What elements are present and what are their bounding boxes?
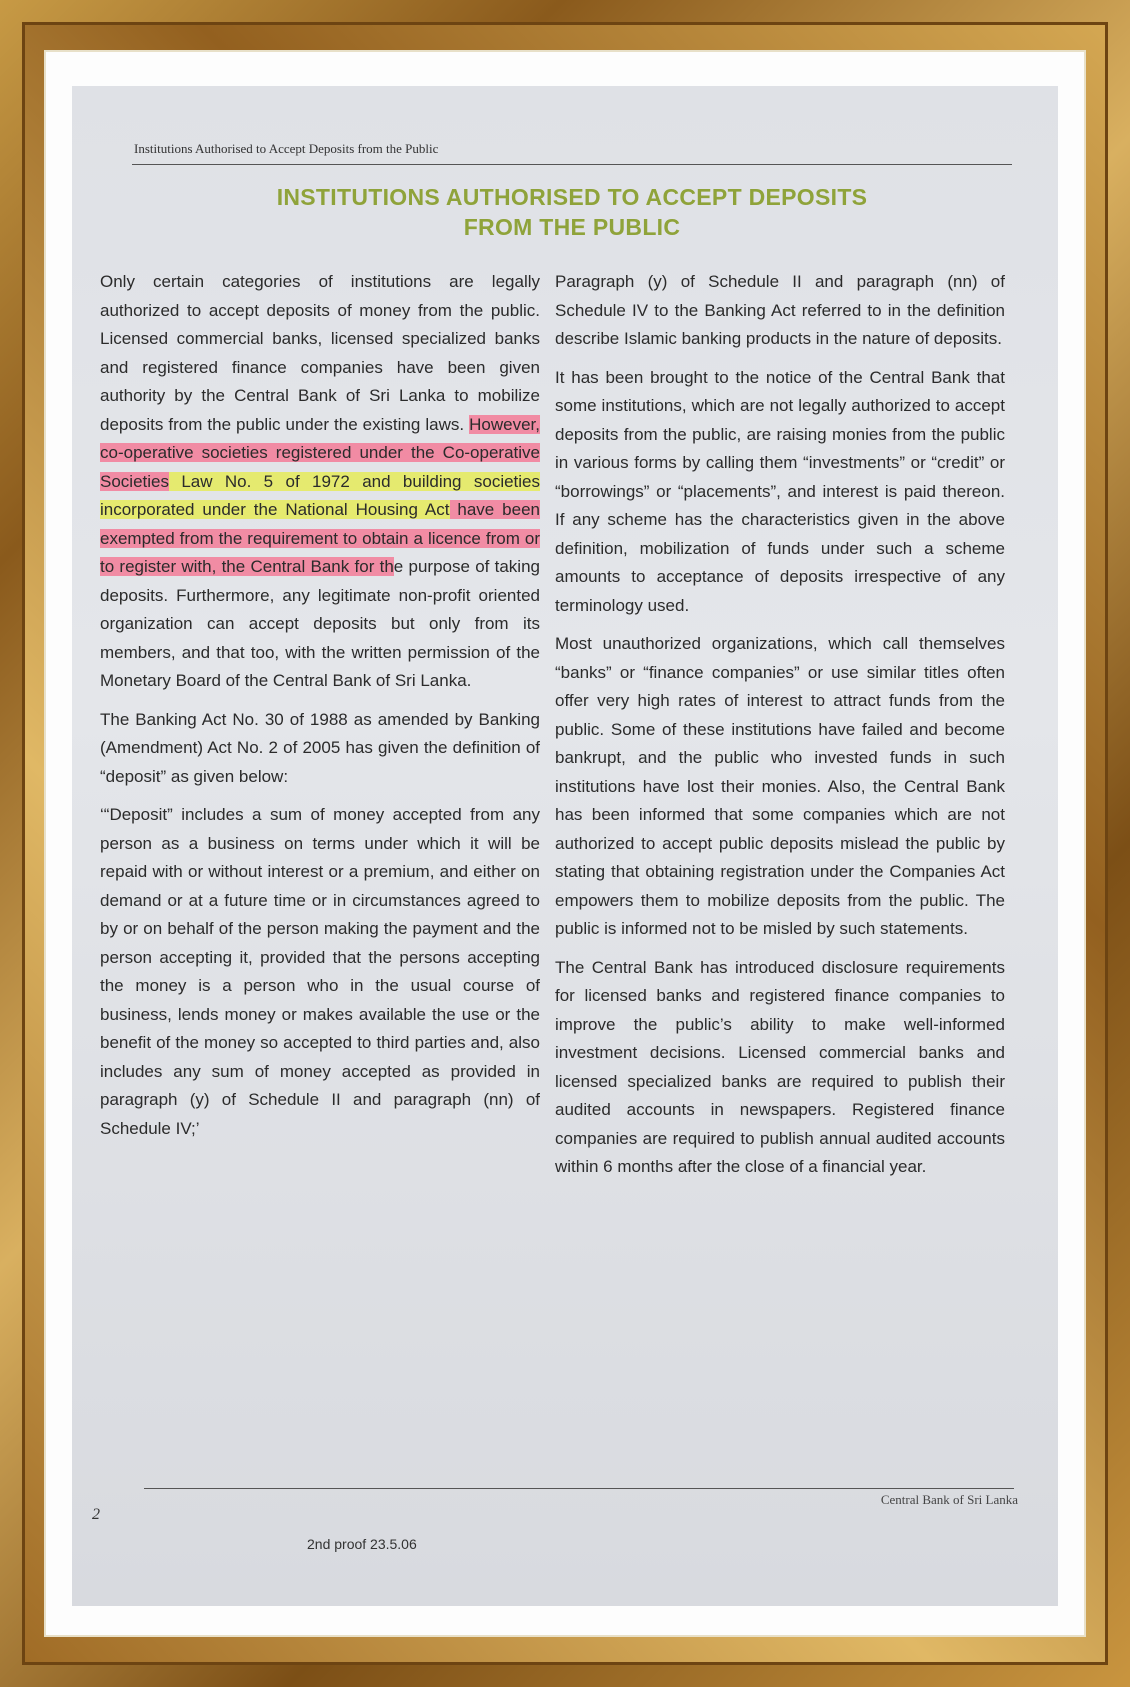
title-line-1: INSTITUTIONS AUTHORISED TO ACCEPT DEPOSITS [276,184,868,210]
paragraph-unauthorized-raising: It has been brought to the notice of the Central Bank that some institutions, which are not legally authorized to accept deposits from the public, are raising monies from the public in various forms by calling them “investments” or “credit” or “borrowings” or “placements”, and interest is paid thereon. If any scheme has the characteristics given in the above definition, mobilization of funds under such a scheme amounts to acceptance of deposits irrespective of any terminology used. [555,367,1005,615]
paragraph-intro [100,268,540,696]
page-number: 2 [92,1506,100,1523]
left-column [100,268,540,1153]
page-title [132,182,1012,242]
highlight-yellow: Law No. 5 of 1972 and building societies incorporated under the National Housing Act [100,471,540,519]
header-rule [132,164,1012,165]
paragraph-unauthorized-organizations: Most unauthorized organizations, which call themselves “banks” or “finance companies” or use similar titles often offer very high rates of interest to attract funds from the public. Some of these institutions have failed and become bankrupt, and the public who invested funds in such institutions have lost their monies. Also, the Central Bank has been informed that some companies which are not authorized to accept public deposits mislead the public by stating that obtaining registration under the Companies Act empowers them to mobilize deposits from the public. The public is informed not to be misled by such statements. [555,634,1005,938]
footer-rule [144,1488,1014,1489]
paragraph-islamic-banking: Paragraph (y) of Schedule II and paragraph (nn) of Schedule IV to the Banking Act referred to in the definition describe Islamic banking products in the nature of deposits. [555,272,1005,348]
running-head: Institutions Authorised to Accept Deposits from the Public [134,141,439,156]
footer-publisher: Central Bank of Sri Lanka [880,1492,1018,1507]
right-column [555,268,1005,1192]
highlight-pink: have been exempted from the requirement to obtain a licence from or to register with, the Central Bank for th [100,500,540,576]
document-page [72,86,1058,1606]
text: Only certain categories of institutions are legally authorized to accept deposits of money from the public. Licensed commercial banks, licensed specialized banks and registered finance companies have been given authority by the Central Bank of Sri Lanka to mobilize deposits from the public under the existing laws. [100,272,540,434]
title-line-2: FROM THE PUBLIC [463,214,681,240]
proof-note: 2nd proof 23.5.06 [307,1536,417,1552]
highlight-pink: However, co-operative societies registered under the Co-operative Societies [100,414,540,491]
paragraph-deposit-definition: ‘“Deposit” includes a sum of money accepted from any person as a business on terms under which it will be repaid with or without interest or a premium, and either on demand or at a future time or in circumstances agreed to by or on behalf of the person making the payment and the person accepting it, provided that the persons accepting the money is a person who in the usual course of business, lends money or makes available the use or the benefit of the money so accepted to third parties and, also includes any sum of money accepted as provided in paragraph (y) of Schedule II and paragraph (nn) of Schedule IV;’ [100,805,540,1138]
paragraph-disclosure: The Central Bank has introduced disclosure requirements for licensed banks and registered finance companies to improve the public’s ability to make well-informed investment decisions. Licensed commercial banks and licensed specialized banks are required to publish their audited accounts in newspapers. Registered finance companies are required to publish annual audited accounts within 6 months after the close of a financial year. [555,957,1005,1176]
text: e purpose of taking deposits. Furthermore, any legitimate non-profit oriented organization can accept deposits but only from its members, and that too, with the written permission of the Monetary Board of the Central Bank of Sri Lanka. [100,557,540,690]
paragraph-banking-act: The Banking Act No. 30 of 1988 as amended by Banking (Amendment) Act No. 2 of 2005 has given the definition of “deposit” as given below: [100,709,540,786]
